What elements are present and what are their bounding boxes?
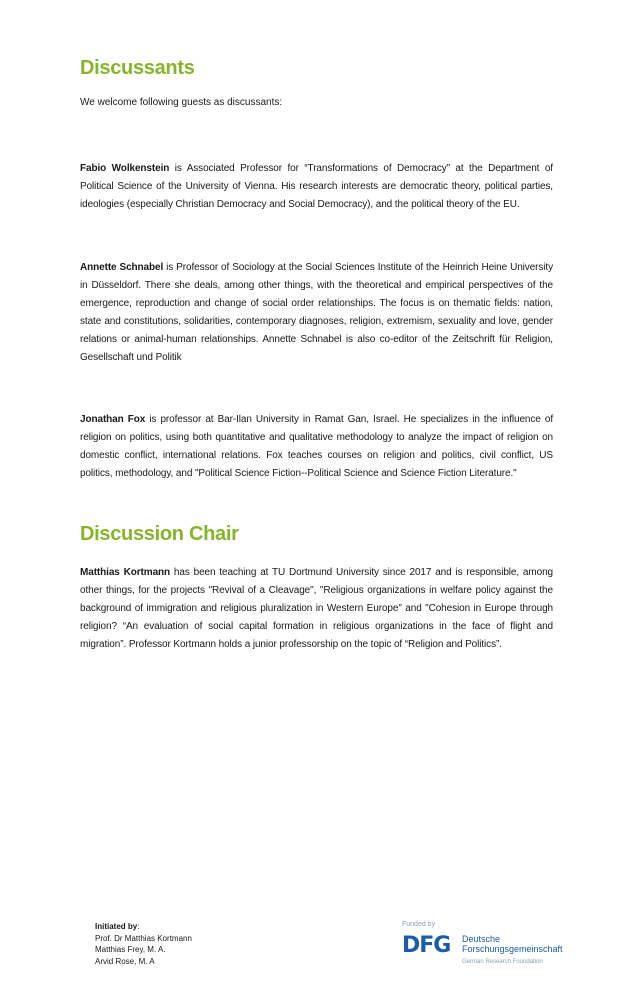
- discussion-chair-heading: Discussion Chair: [80, 523, 239, 545]
- dfg-name-line2: Forschungsgemeinschaft: [462, 944, 563, 954]
- discussants-heading: Discussants: [80, 57, 195, 79]
- discussant-wolkenstein: [80, 160, 553, 214]
- initiator-name: Arvid Rose, M. A: [95, 956, 155, 966]
- dfg-logo: [402, 921, 572, 969]
- initiated-by-block: [95, 921, 192, 967]
- discussant-bio: is professor at Bar-Ilan University in Ramat Gan, Israel. He specializes in the influence of religion on politics, using both quantitative and qualitative methodology to analyze the impact of religion on domestic conflict, international relations. Fox teaches courses on religion and politics, civil conflict, US politics, methodology, and "Political Science Fiction--Political Science and Science Fiction Literature.": [80, 414, 553, 479]
- dfg-english-name: German Research Foundation: [462, 959, 543, 965]
- dfg-mark: DFG: [402, 933, 451, 958]
- chair-name: Matthias Kortmann: [80, 567, 171, 578]
- discussants-intro: We welcome following guests as discussants:: [80, 97, 283, 108]
- dfg-name-line1: Deutsche: [462, 934, 501, 944]
- discussant-name: Jonathan Fox: [80, 414, 146, 425]
- discussant-schnabel: [80, 259, 553, 366]
- initiated-by-colon: :: [137, 922, 140, 931]
- initiator-name: Matthias Frey, M. A.: [95, 945, 166, 954]
- initiator-name: Prof. Dr Matthias Kortmann: [95, 933, 192, 943]
- chair-kortmann: [80, 564, 553, 654]
- dfg-name: [462, 934, 563, 954]
- discussant-name: Fabio Wolkenstein: [80, 163, 170, 174]
- chair-bio: has been teaching at TU Dortmund University since 2017 and is responsible, among other things, for the projects "Revival of a Cleavage", "Religious organizations in welfare policy against the background of immigration and religious pluralization in Western Europe" and "Cohesion in Europe through religion? “An evaluation of social capital formation in religious organizations in the face of flight and migration”. Professor Kortmann holds a junior professorship on the topic of “Religion and Politics”.: [80, 567, 553, 650]
- discussant-bio: is Associated Professor for “Transformations of Democracy” at the Department of Political Science of the University of Vienna. His research interests are democratic theory, political parties, ideologies (especially Christian Democracy and Social Democracy), and the political theory of the EU.: [80, 163, 553, 210]
- initiated-by-label: Initiated by: [95, 922, 138, 931]
- discussant-fox: [80, 411, 553, 483]
- discussant-bio: is Professor of Sociology at the Social Sciences Institute of the Heinrich Heine University in Düsseldorf. There she deals, among other things, with the theoretical and empirical perspectives of the emergence, reproduction and change of social order relationships. The focus is on thematic fields: nation, state and constitutions, solidarities, contemporary diagnoses, religion, extremism, sexuality and love, gender relations or animal-human relationships. Annette Schnabel is also co-editor of the Zeitschrift für Religion, Gesellschaft und Politik: [80, 262, 553, 363]
- discussant-name: Annette Schnabel: [80, 262, 164, 273]
- funded-by-label: Funded by: [402, 921, 436, 928]
